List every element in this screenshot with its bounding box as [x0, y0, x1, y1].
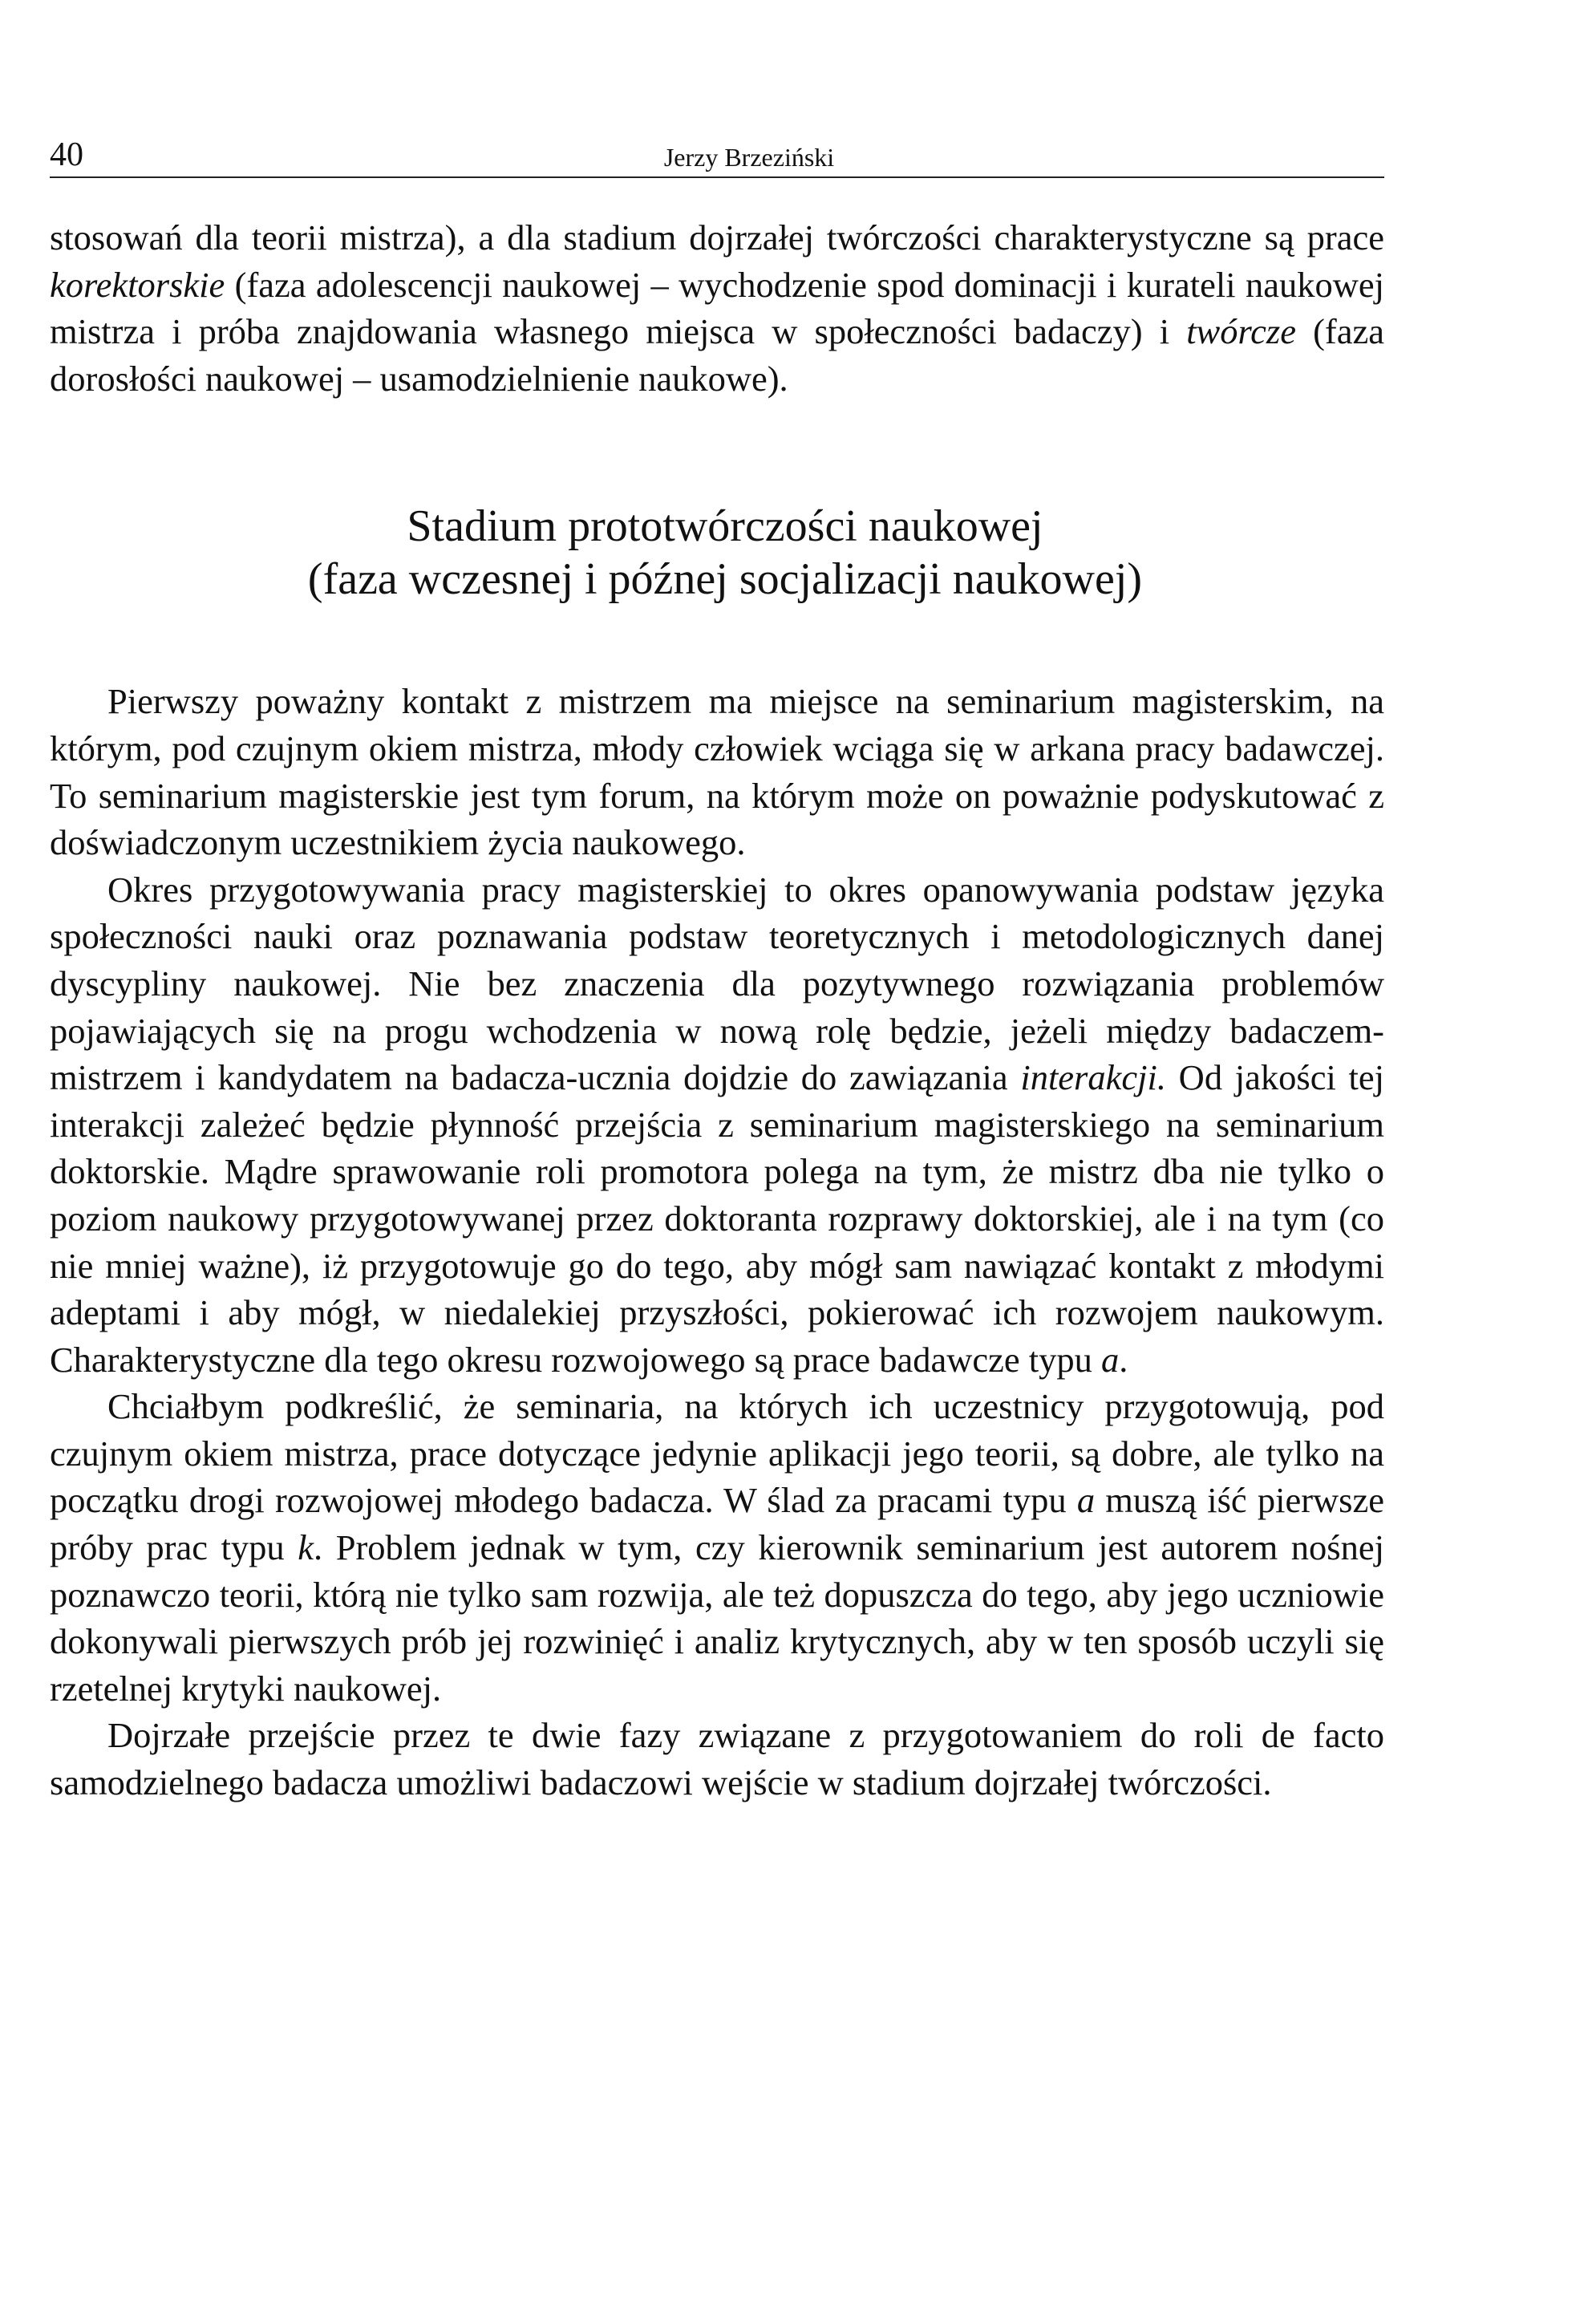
section-body [50, 678, 1384, 1806]
italic-letter-a: a [1076, 1480, 1096, 1521]
book-page [50, 128, 1384, 1806]
italic-letter-a: a [1100, 1339, 1120, 1380]
section-heading [50, 500, 1384, 606]
page-header [50, 128, 1384, 178]
paragraph-continued [50, 214, 1384, 402]
page-number: 40 [50, 136, 83, 173]
italic-term-tworcze: twórcze [1186, 311, 1296, 352]
intro-paragraph [50, 214, 1384, 402]
paragraph: Pierwszy poważny kontakt z mistrzem ma miejsce na seminarium magisterskim, na którym, pod czujnym okiem mistrza, młody człowiek wciąga się w arkana pracy badawczej. To seminarium magisterskie jest tym forum, na którym może on poważnie podyskutować z doświadczonym uczestnikiem życia naukowego. [50, 681, 1384, 863]
text-run: (faza dorosłości naukowej – usamodzielnienie naukowe). [50, 311, 1384, 399]
text-run: muszą iść pierwsze próby prac typu [50, 1480, 1384, 1568]
paragraph [50, 1383, 1384, 1712]
text-run: . Problem jednak w tym, czy kierownik seminarium jest autorem nośnej poznawczo teorii, którą nie tylko sam rozwija, ale też dopuszcza do tego, aby jego uczniowie dokonywali pierwszych prób jej rozwinięć i analiz krytycznych, aby w ten sposób uczyli się rzetelnej krytyki naukowej. [50, 1527, 1384, 1709]
section-heading-line-2: (faza wczesnej i późnej socjalizacji naukowej) [307, 554, 1143, 605]
italic-term-korektorskie: korektorskie [50, 264, 225, 305]
paragraph [50, 866, 1384, 1384]
italic-letter-k: k [298, 1527, 314, 1568]
text-run: Okres przygotowywania pracy magisterskiej to okres opanowywania podstaw języka społeczności nauki oraz poznawania podstaw teoretycznych i metodologicznych danej dyscypliny naukowej. Nie bez znaczenia dla pozytywnego rozwiązania problemów pojawiających się na progu wchodzenia w nową rolę będzie, jeżeli między badaczem-mistrzem i kandydatem na badacza-ucznia dojdzie do zawiązania [50, 869, 1384, 1098]
italic-term-interakcji: interakcji. [1020, 1057, 1166, 1098]
text-run: . [1119, 1339, 1128, 1380]
text-run: stosowań dla teorii mistrza), a dla stadium dojrzałej twórczości charakterystyczne są prace [50, 217, 1384, 257]
text-run: Od jakości tej interakcji zależeć będzie płynność przejścia z seminarium magisterskiego na seminarium doktorskie. Mądre sprawowanie roli promotora polega na tym, że mistrz dba nie tylko o poziom naukowy przygotowywanej przez doktoranta rozprawy doktorskiej, ale i na tym (co nie mniej ważne), iż przygotowuje go do tego, aby mógł sam nawiązać kontakt z młodymi adeptami i aby mógł, w niedalekiej przyszłości, pokierować ich rozwojem naukowym. Charakterystyczne dla tego okresu rozwojowego są prace badawcze typu [50, 1057, 1384, 1380]
running-head-author: Jerzy Brzeziński [663, 143, 835, 172]
section-heading-line-1: Stadium prototwórczości naukowej [407, 501, 1043, 552]
paragraph: Dojrzałe przejście przez te dwie fazy związane z przygotowaniem do roli de facto samodzielnego badacza umożliwi badaczowi wejście w stadium dojrzałej twórczości. [50, 1715, 1384, 1803]
text-run: (faza adolescencji naukowej – wychodzenie spod dominacji i kurateli naukowej mistrza i próba znajdowania własnego miejsca w społeczności badaczy) i [50, 264, 1384, 352]
text-run: Chciałbym podkreślić, że seminaria, na których ich uczestnicy przygotowują, pod czujnym okiem mistrza, prace dotyczące jedynie aplikacji jego teorii, są dobre, ale tylko na początku drogi rozwojowej młodego badacza. W ślad za pracami typu [50, 1386, 1384, 1521]
